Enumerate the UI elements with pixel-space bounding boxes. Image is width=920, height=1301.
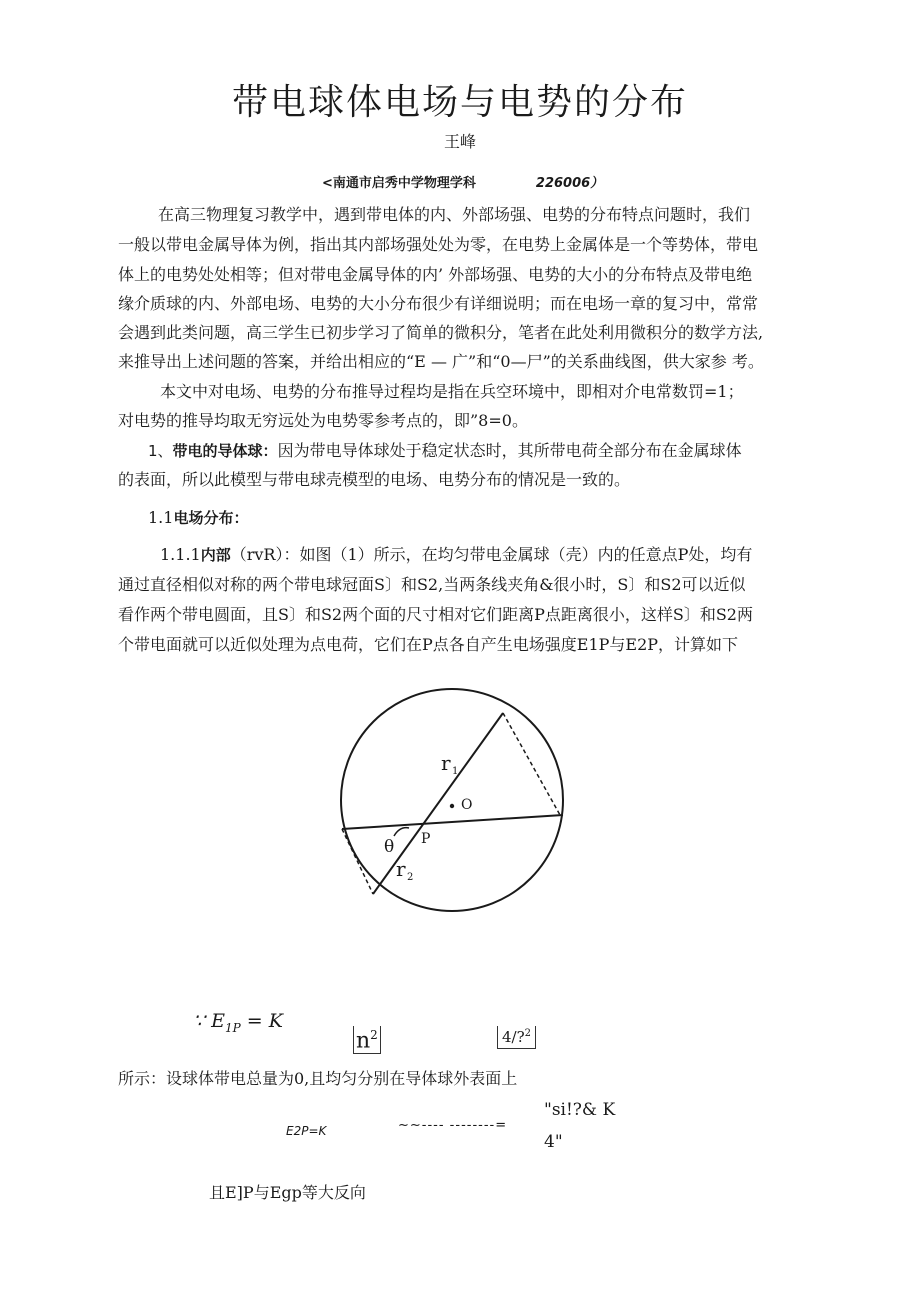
section-1-1-title: 电场分布： [173,509,249,527]
section-1-1-1-text: 如图（1）所示，在均匀带电金属球（壳）内的任意点P处，均有 [299,545,753,564]
author: 王峰 [443,132,476,151]
conclusion-line: 且E]P与Egp等大反向 [209,1183,366,1202]
note-line: 对电势的推导均取无穷远处为电势零参考点的，即”8=0。 [118,411,528,430]
box2-text: 4/? [502,1028,525,1046]
box2-sup: 2 [524,1028,532,1039]
section-1-1-number: 1.1 [148,508,174,527]
intro-line: 体上的电势处处相等；但对带电金属导体的内’ 外部场强、电势的大小的分布特点及带电绝 [118,265,753,284]
section-1-1-1-condition: （rvR）： [230,545,300,564]
eq1-subscript: 1P [225,1020,241,1035]
because-symbol: ∵ [193,1010,212,1032]
eq2-left: E2P=K [286,1124,327,1138]
intro-line: 来推导出上述问题的答案，并给出相应的“E — 广”和“0—尸”的关系曲线图，供大家参 考。 [118,352,764,371]
intro-line: 在高三物理复习教学中，遇到带电体的内、外部场强、电势的分布特点问题时，我们 [158,205,751,224]
box1-text: n [356,1028,371,1054]
note-line: 本文中对电场、电势的分布推导过程均是指在兵空环境中，即相对介电常数罚=1； [160,382,744,401]
section-1-text: 因为带电导体球处于稳定状态时，其所带电荷全部分布在金属球体 [277,441,742,460]
angle-arc [394,828,409,836]
eq1-rest: = K [240,1010,283,1032]
section-1-1-1-line: 通过直径相似对称的两个带电球冠面S〕和S2,当两条线夹角&很小时，S〕和S2可以近似 [118,575,746,594]
page-title: 带电球体电场与电势的分布 [231,82,688,123]
formula-box-1 [353,1026,381,1054]
eq2-right-bottom: 4" [544,1132,563,1152]
section-1-line: 的表面，所以此模型与带电球壳模型的电场、电势分布的情况是一致的。 [118,470,631,489]
equation-e1p [193,1010,283,1035]
section-1-heading: 带电的导体球： [172,442,278,460]
label-r2: r [396,857,406,881]
section-1-1-1-title: 内部 [200,546,231,564]
section-1-number: 1、 [148,442,173,460]
intro-line: 一般以带电金属导体为例，指出其内部场强处处为零，在电势上金属体是一个等势体，带电 [118,235,759,254]
sphere-circle [341,689,563,911]
label-r1: r [441,751,451,775]
chord-r-line [373,713,503,894]
intro-line: 会遇到此类问题，高三学生已初步学习了简单的微积分，笔者在此处利用微积分的数学方法, [118,323,764,342]
eq1-e: E [211,1010,226,1032]
section-1-1-1-number: 1.1.1 [160,545,201,564]
affiliation-code: 226006） [535,176,604,191]
intro-line: 缘介质球的内、外部电场、电势的大小分布很少有详细说明；而在电场一章的复习中，常常 [118,294,759,313]
cap-dashed-upper [503,713,560,815]
label-theta: θ [384,837,395,857]
eq2-right-top: "si!?& K [544,1100,616,1120]
label-r1-subscript: 1 [452,766,459,777]
section-1-1-1-line: 个带电面就可以近似处理为点电荷，它们在P点各自产生电场强度E1P与E2P，计算如下 [118,635,739,654]
cap-dashed-lower [342,829,373,894]
section-1-1-1-line: 看作两个带电圆面，且S〕和S2两个面的尺寸相对它们距离P点距离很小，这样S〕和S2两 [118,605,753,624]
formula-box-2 [497,1026,536,1049]
label-r2-subscript: 2 [407,872,414,883]
label-p: P [421,831,431,847]
box1-sup: 2 [370,1028,378,1042]
charge-note: 所示：设球体带电总量为0,且均匀分别在导体球外表面上 [118,1069,518,1088]
affiliation-name: <南通市启秀中学物理学科 [322,176,476,191]
center-dot [450,804,454,808]
eq2-middle: ~~---- --------= [398,1118,508,1133]
label-o: O [461,797,473,813]
chord-horizontal-line [342,815,563,829]
